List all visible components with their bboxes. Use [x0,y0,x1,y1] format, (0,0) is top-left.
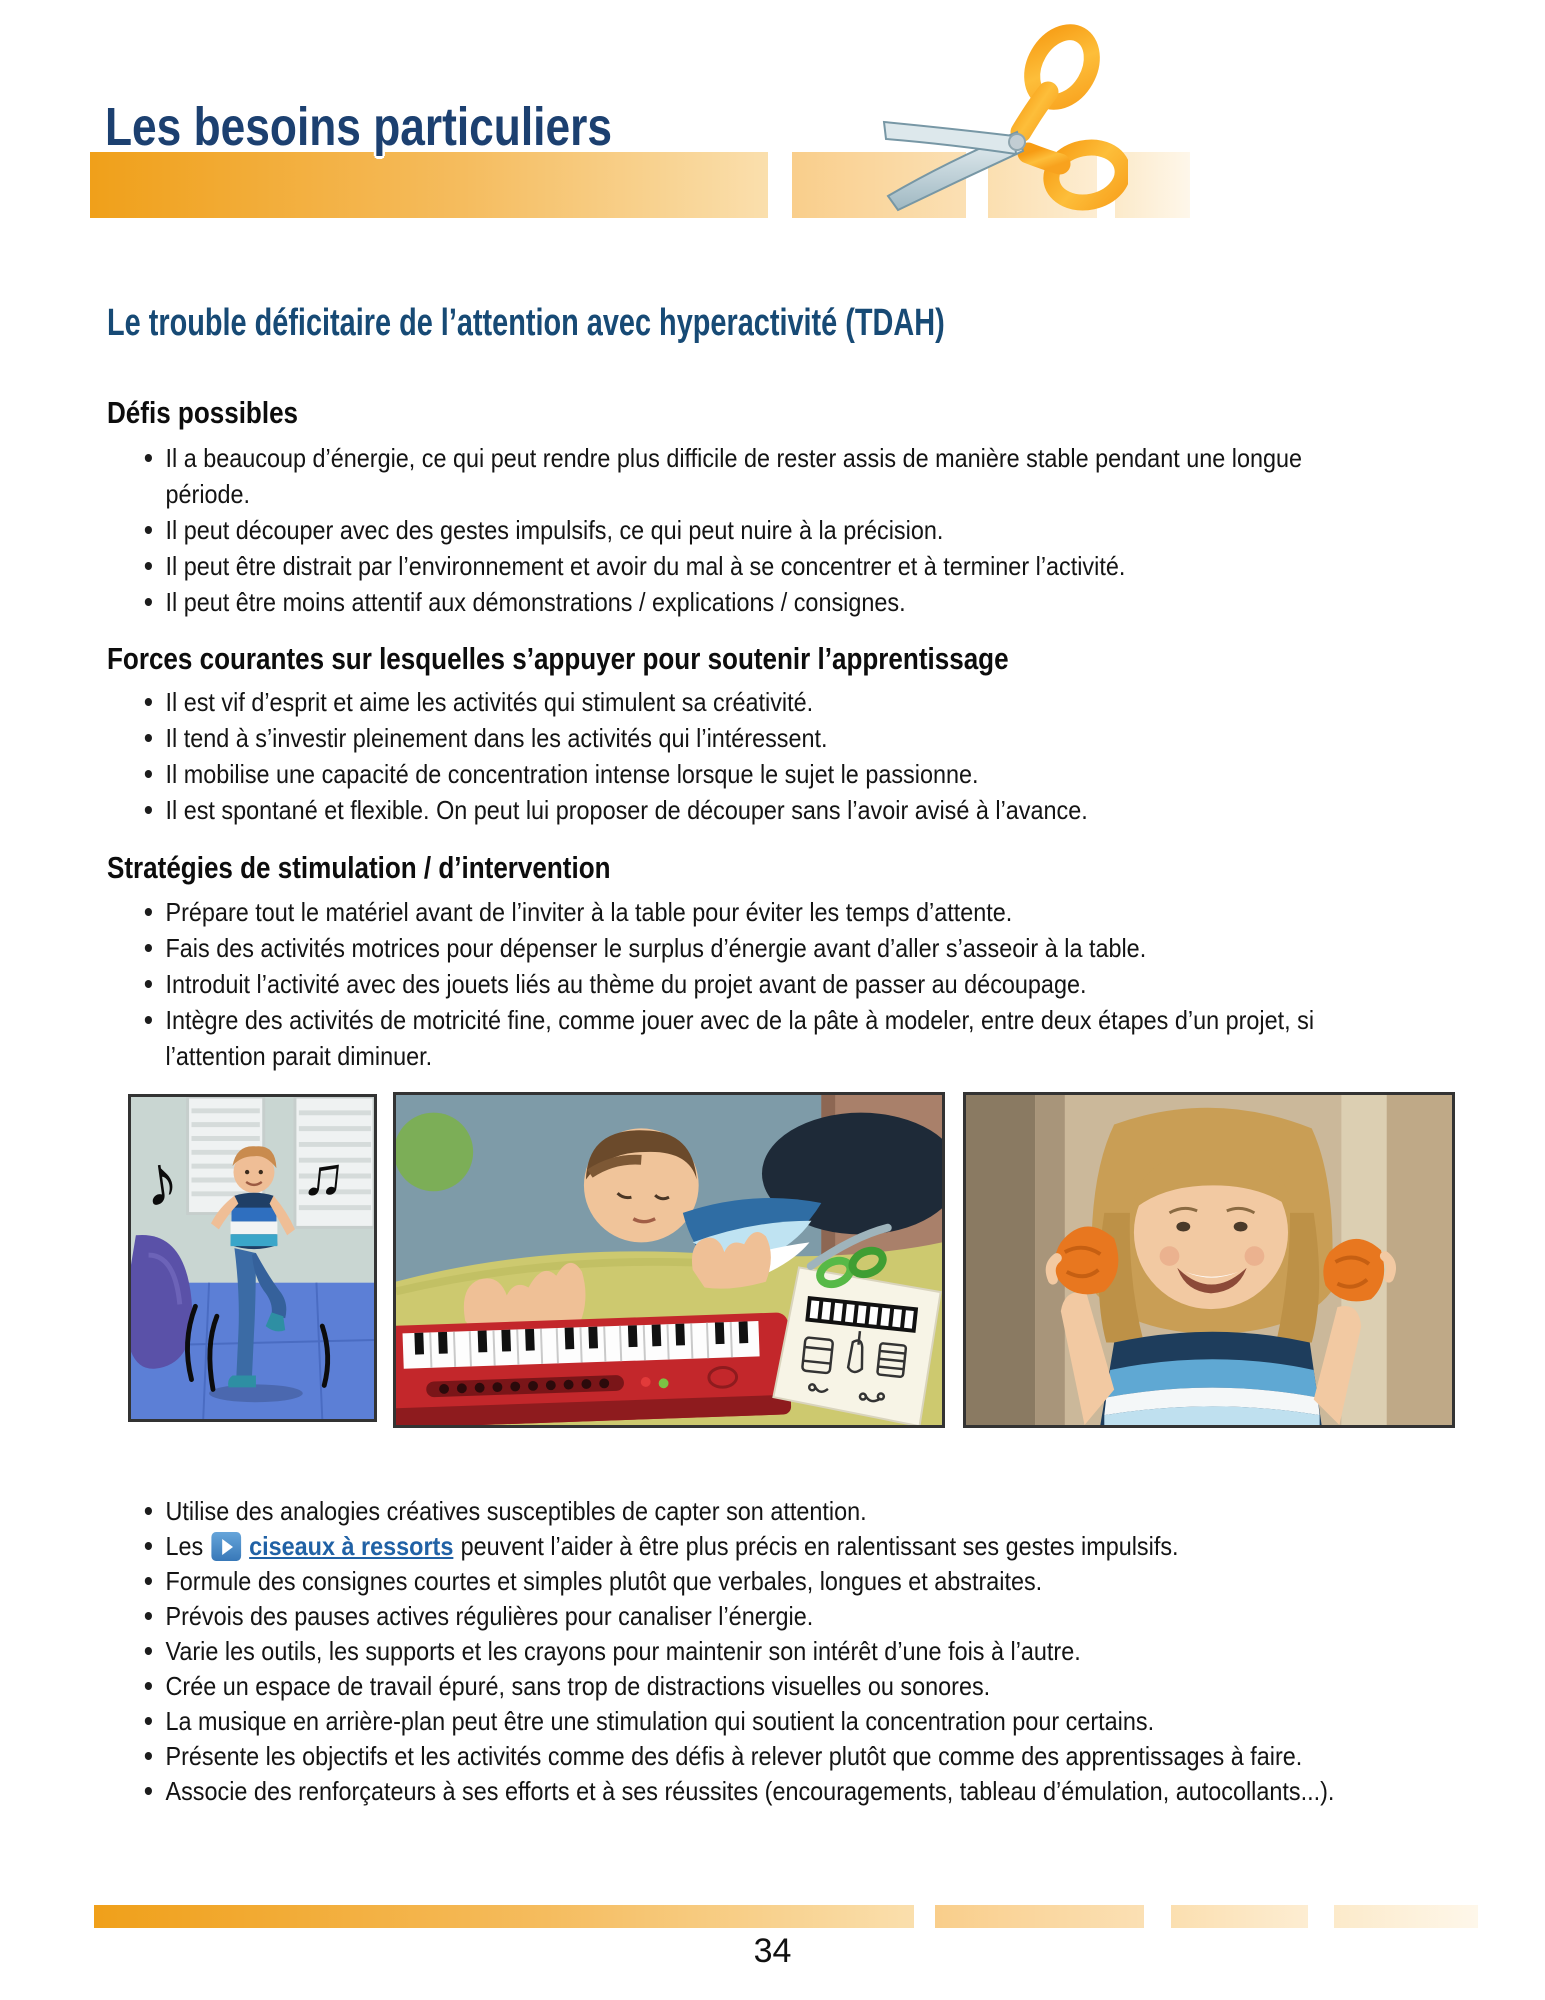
list-item: Crée un espace de travail épuré, sans trop de distractions visuelles ou sonores. [107,1669,1376,1704]
list-item: Prépare tout le matériel avant de l’inviter à la table pour éviter les temps d’attente. [107,894,1376,930]
list-item: Il est vif d’esprit et aime les activités qui stimulent sa créativité. [107,684,1376,720]
list-item: Utilise des analogies créatives susceptibles de capter son attention. [107,1494,1376,1529]
list-item: La musique en arrière-plan peut être une stimulation qui soutient la concentration pour certains. [107,1704,1286,1739]
section-heading-strategies: Stratégies de stimulation / d’intervention [107,850,611,885]
tips-list-before-link [107,1494,1421,1529]
list-item: Varie les outils, les supports et les crayons pour maintenir son intérêt d’une fois à l’autre. [107,1634,1376,1669]
tips-list-after-link [107,1564,1421,1809]
page-number: 34 [753,1932,792,1970]
ciseaux-a-ressorts-link[interactable]: ciseaux à ressorts [249,1531,454,1561]
list-item: Il est spontané et flexible. On peut lui proposer de découper sans l’avoir avisé à l’avance. [107,792,1376,828]
list-item: Prévois des pauses actives régulières pour canaliser l’énergie. [107,1599,1376,1634]
list-item: Il peut découper avec des gestes impulsifs, ce qui peut nuire à la précision. [107,512,1376,548]
footer-bar-segment [1171,1905,1308,1928]
tip-with-link [107,1529,1354,1564]
list-item: Intègre des activités de motricité fine, comme jouer avec de la pâte à modeler, entre deux étapes d’un projet, si l’attention parait diminuer. [107,1002,1376,1074]
list-item: Il tend à s’investir pleinement dans les activités qui l’intéressent. [107,720,1376,756]
list-item: Il peut être moins attentif aux démonstrations / explications / consignes. [107,584,1376,620]
bullet-list-forces [107,684,1421,828]
video-play-icon[interactable] [211,1532,241,1561]
list-item: Il peut être distrait par l’environnement et avoir du mal à se concentrer et à terminer l’activité. [107,548,1376,584]
header-bar-main [90,152,768,218]
photo-playdough-child [963,1092,1455,1428]
tip-link-prefix: Les [165,1531,204,1561]
footer-bar-main [94,1905,914,1928]
bullet-list-defis [107,440,1421,620]
section-heading-defis: Défis possibles [107,395,299,430]
list-item: Présente les objectifs et les activités comme des défis à relever plutôt que comme des apprentissages à faire. [107,1739,1394,1774]
section-heading-forces: Forces courantes sur lesquelles s’appuyer pour soutenir l’apprentissage [107,641,1009,676]
article-title: Le trouble déficitaire de l’attention avec hyperactivité (TDAH) [107,302,945,344]
svg-text:♪: ♪ [137,1138,184,1223]
footer-bar-segment [935,1905,1144,1928]
photo-keyboard-child [393,1092,945,1428]
banner-title: Les besoins particuliers [105,97,612,157]
scissors-icon [876,12,1128,214]
list-item: Il mobilise une capacité de concentration intense lorsque le sujet le passionne. [107,756,1376,792]
list-item: Associe des renforçateurs à ses efforts et à ses réussites (encouragements, tableau d’émulation, autocollants...). [107,1774,1376,1809]
svg-text:♫: ♫ [299,1142,349,1211]
footer-bar-segment [1334,1905,1478,1928]
list-item: Il a beaucoup d’énergie, ce qui peut rendre plus difficile de rester assis de manière stable pendant une longue période. [107,440,1376,512]
tips-block [107,1494,1421,1809]
bullet-list-strategies [107,894,1421,1074]
photo-dancing-child [128,1094,377,1422]
list-item: Fais des activités motrices pour dépenser le surplus d’énergie avant d’aller s’asseoir à la table. [107,930,1376,966]
list-item: Introduit l’activité avec des jouets liés au thème du projet avant de passer au découpage. [107,966,1354,1002]
list-item: Formule des consignes courtes et simples plutôt que verbales, longues et abstraites. [107,1564,1376,1599]
tip-link-suffix: peuvent l’aider à être plus précis en ralentissant ses gestes impulsifs. [460,1531,1179,1561]
